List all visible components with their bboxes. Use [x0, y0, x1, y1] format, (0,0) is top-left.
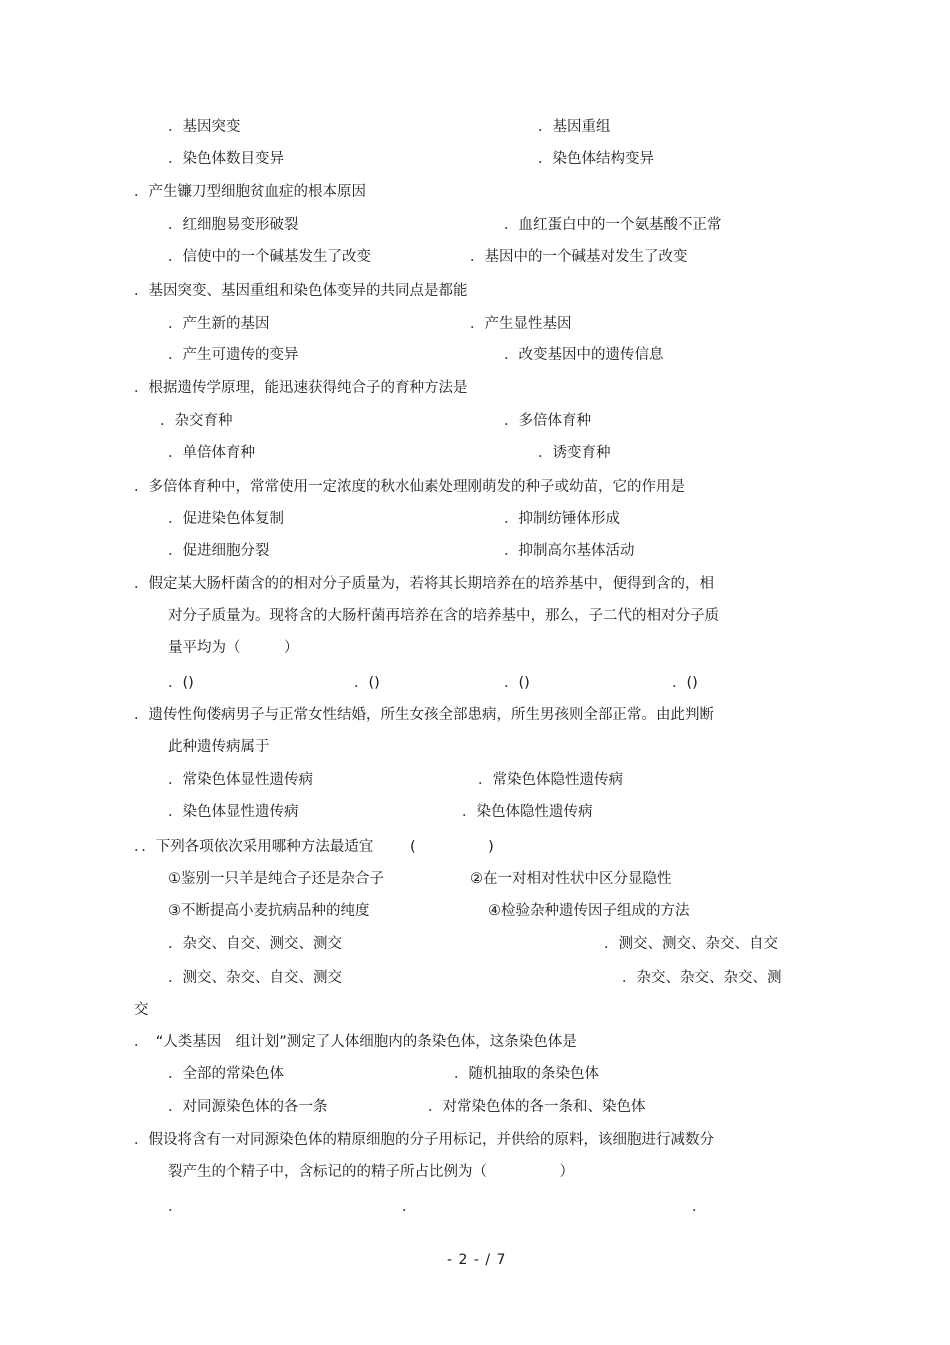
- question-stem: ．假设将含有一对同源染色体的精原细胞的分子用标记，并供给的原料，该细胞进行减数分: [134, 1132, 714, 1148]
- question-stem: ．假定某大肠杆菌含的的相对分子质量为，若将其长期培养在的培养基中，便得到含的，相: [134, 576, 714, 592]
- option-a: ．杂交、自交、测交、测交: [168, 936, 342, 952]
- question-stem: ．根据遗传学原理，能迅速获得纯合子的育种方法是: [134, 380, 468, 396]
- option-c: ．: [692, 1199, 707, 1215]
- option-b: ．随机抽取的条染色体: [454, 1066, 599, 1082]
- option-d: ．杂交、杂交、杂交、测: [622, 970, 782, 986]
- question-stem: ．产生镰刀型细胞贫血症的根本原因: [134, 184, 366, 200]
- option-b: ．基因重组: [538, 119, 611, 135]
- option-b: ．血红蛋白中的一个氨基酸不正常: [504, 217, 722, 233]
- option-b: ．产生显性基因: [470, 316, 572, 332]
- option-d: ．抑制高尔基体活动: [504, 543, 635, 559]
- option-d: ．诱变育种: [538, 445, 611, 461]
- option-d: ．改变基因中的遗传信息: [504, 347, 664, 363]
- option-c: ．测交、杂交、自交、测交: [168, 970, 342, 986]
- option-d-cont: 交: [134, 1002, 149, 1018]
- option-a: ．: [168, 1199, 183, 1215]
- option-c: ．信使中的一个碱基发生了改变: [168, 249, 371, 265]
- option-c: ．对同源染色体的各一条: [168, 1099, 328, 1115]
- option-b: ．常染色体隐性遗传病: [478, 772, 623, 788]
- option-c: ．染色体数目变异: [168, 151, 284, 167]
- option-c: ．染色体显性遗传病: [168, 804, 299, 820]
- question-stem: ． “人类基因 组计划”测定了人体细胞内的条染色体，这条染色体是: [134, 1034, 577, 1050]
- item-2: ②在一对相对性状中区分显隐性: [470, 871, 672, 887]
- item-1: ①鉴别一只羊是纯合子还是杂合子: [168, 871, 384, 887]
- option-a: ．基因突变: [168, 119, 241, 135]
- question-stem: ．遗传性佝偻病男子与正常女性结婚，所生女孩全部患病，所生男孩则全部正常。由此判断: [134, 707, 714, 723]
- option-b: ．: [402, 1199, 417, 1215]
- item-4: ④检验杂种遗传因子组成的方法: [488, 903, 690, 919]
- option-a: ．常染色体显性遗传病: [168, 772, 313, 788]
- option-c: ．单倍体育种: [168, 445, 255, 461]
- item-3: ③不断提高小麦抗病品种的纯度: [168, 903, 370, 919]
- question-stem: ．．下列各项依次采用哪种方法最适宜: [134, 839, 374, 855]
- option-d: ．染色体隐性遗传病: [462, 804, 593, 820]
- option-d: ．(): [672, 675, 698, 691]
- option-b: ．(): [354, 675, 380, 691]
- question-stem-cont: 此种遗传病属于: [168, 739, 270, 755]
- option-a: ．促进染色体复制: [168, 511, 284, 527]
- option-c: ．产生可遗传的变异: [168, 347, 299, 363]
- option-a: ．(): [168, 675, 194, 691]
- option-b: ．多倍体育种: [504, 413, 591, 429]
- option-a: ．红细胞易变形破裂: [168, 217, 299, 233]
- option-d: ．基因中的一个碱基对发生了改变: [470, 249, 688, 265]
- page-number: - 2 - / 7: [447, 1252, 507, 1268]
- option-d: ．染色体结构变异: [538, 151, 654, 167]
- question-stem-cont: 对分子质量为。现将含的大肠杆菌再培养在含的培养基中，那么，子二代的相对分子质: [168, 608, 719, 624]
- question-stem: ．多倍体育种中，常常使用一定浓度的秋水仙素处理刚萌发的种子或幼苗，它的作用是: [134, 479, 685, 495]
- option-a: ．杂交育种: [160, 413, 233, 429]
- option-c: ．促进细胞分裂: [168, 543, 270, 559]
- question-stem-cont: 裂产生的个精子中，含标记的的精子所占比例为（ ）: [168, 1164, 574, 1180]
- option-b: ．测交、测交、杂交、自交: [604, 936, 778, 952]
- option-c: ．(): [504, 675, 530, 691]
- answer-blank: ( ): [410, 839, 494, 855]
- option-b: ．抑制纺锤体形成: [504, 511, 620, 527]
- option-a: ．全部的常染色体: [168, 1066, 284, 1082]
- option-a: ．产生新的基因: [168, 316, 270, 332]
- question-stem-cont: 量平均为（ ）: [168, 640, 299, 656]
- question-stem: ．基因突变、基因重组和染色体变异的共同点是都能: [134, 283, 468, 299]
- option-d: ．对常染色体的各一条和、染色体: [428, 1099, 646, 1115]
